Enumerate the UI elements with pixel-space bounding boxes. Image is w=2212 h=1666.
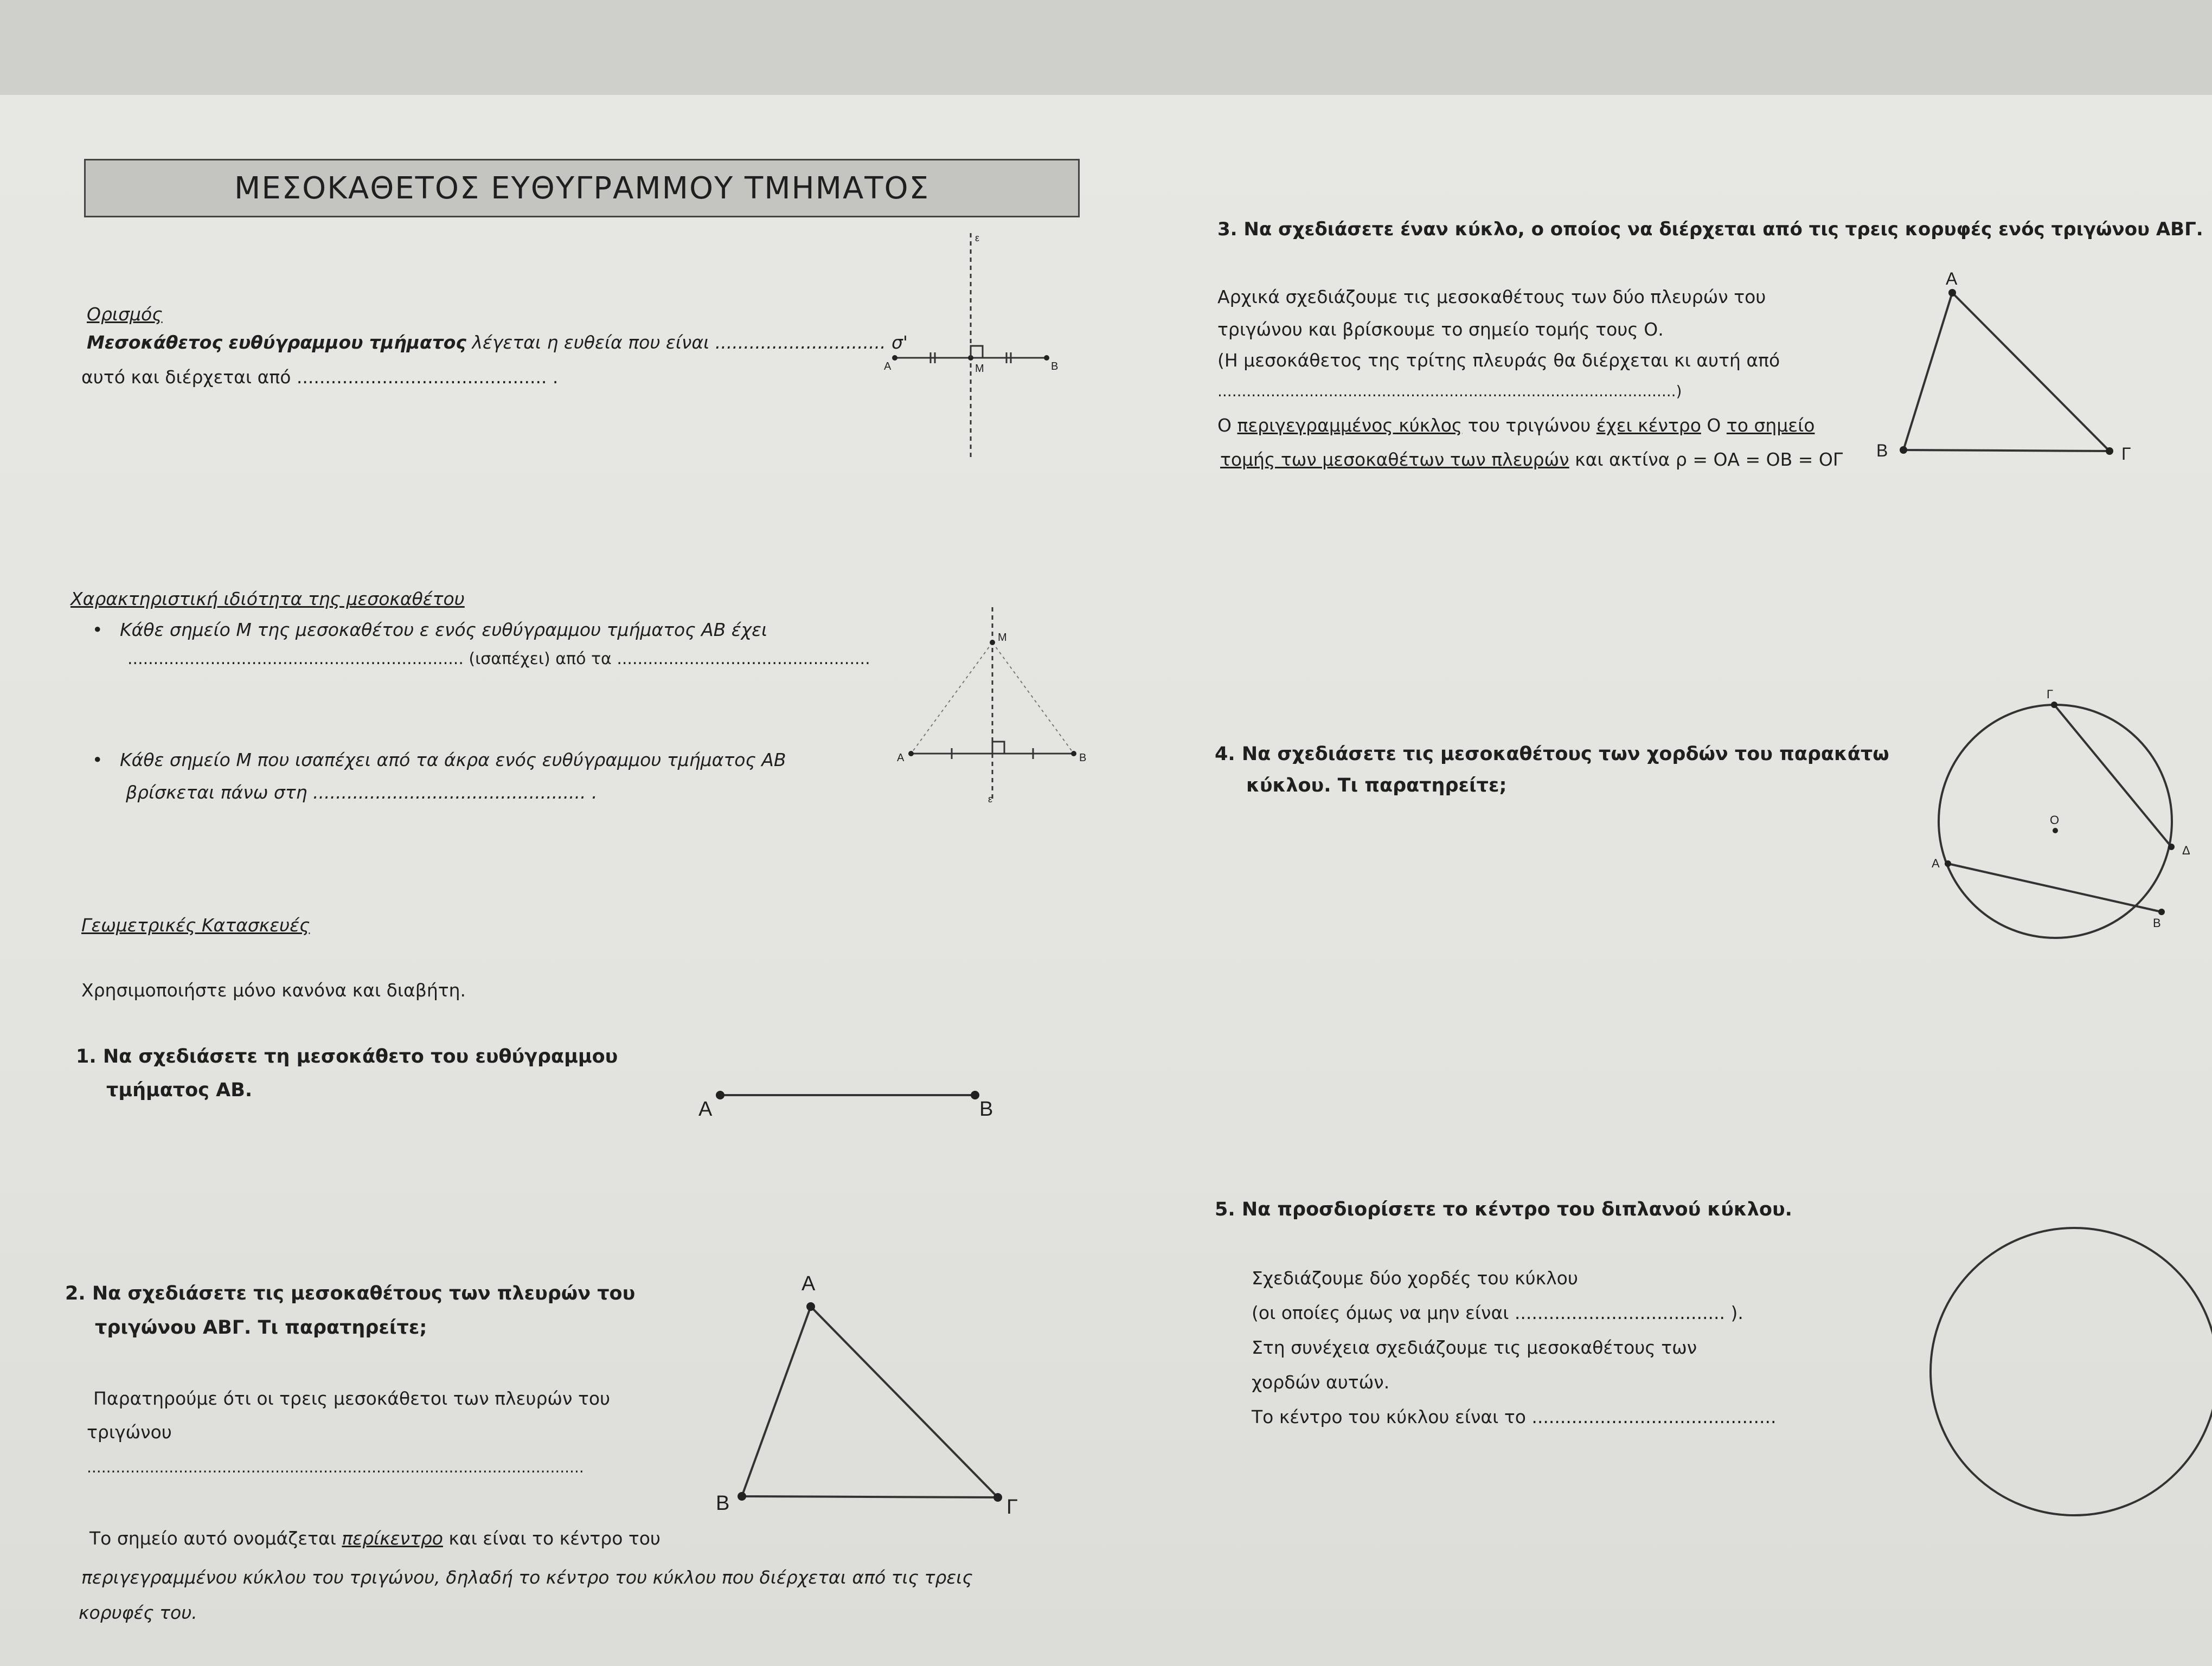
term-intersection: τομής των μεσοκαθέτων των πλευρών	[1220, 449, 1569, 470]
point-a	[716, 1091, 724, 1099]
point-m	[990, 640, 995, 645]
label-g: Γ	[2047, 687, 2054, 701]
right-angle-mark	[992, 742, 1004, 754]
equidistant-point-figure	[889, 602, 1095, 808]
label-b: Β	[979, 1098, 993, 1121]
label-b: Β	[1079, 752, 1087, 764]
question-2: 2. Να σχεδιάσετε τις μεσοκαθέτους των πλευρών του	[65, 1283, 636, 1304]
question-5-text-2: (οι οποίες όμως να μην είναι ..................................... ).	[1252, 1302, 1743, 1323]
label-o: Ο	[2050, 813, 2060, 827]
question-2-conclusion-2: περιγεγραμμένου κύκλου του τριγώνου, δηλαδή το κέντρο του κύκλου που διέρχεται από τις τρεις	[81, 1567, 973, 1588]
question-5: 5. Να προσδιορίσετε το κέντρο του διπλανού κύκλου.	[1215, 1199, 1792, 1220]
point-a	[1945, 860, 1951, 867]
question-3-text-5	[1217, 415, 1815, 436]
label-m: Μ	[998, 632, 1007, 644]
point-b	[1071, 751, 1076, 756]
segment-ab-figure	[689, 1079, 1014, 1128]
q3-text: του τριγώνου	[1462, 415, 1597, 436]
circle	[1931, 1228, 2212, 1515]
label-a: Α	[1946, 269, 1958, 288]
question-3: 3. Να σχεδιάσετε έναν κύκλο, ο οποίος να διέρχεται από τις τρεις κορυφές ενός τριγώνου ΑΒΓ.	[1217, 218, 2203, 240]
triangle-abg-small-figure	[1871, 260, 2153, 477]
question-3-text-3: (Η μεσοκάθετος της τρίτης πλευράς θα διέρχεται κι αυτή από	[1217, 350, 1780, 371]
question-2-conclusion-1	[89, 1528, 661, 1549]
label-b: Β	[1876, 441, 1888, 460]
constructions-heading: Γεωμετρικές Κατασκευές	[81, 915, 310, 936]
point-a	[806, 1302, 815, 1311]
label-b: Β	[716, 1492, 730, 1515]
constructions-note: Χρησιμοποιήστε μόνο κανόνα και διαβήτη.	[81, 980, 466, 1001]
property-bullet-1-line-2: ................................................................. (ισαπέχει) από τα .................................................	[127, 649, 870, 668]
point-b	[1900, 446, 1907, 454]
q3-text: Ο	[1701, 415, 1727, 436]
label-d: Δ	[2182, 844, 2190, 857]
label-m: Μ	[975, 363, 984, 375]
label-a: Α	[884, 361, 892, 372]
question-3-text-6	[1220, 449, 1843, 471]
triangle-abg	[1903, 293, 2110, 451]
label-b: Β	[2153, 916, 2161, 930]
definition-term: Μεσοκάθετος ευθύγραμμου τμήματος	[87, 332, 466, 353]
chord-gd	[2054, 705, 2171, 847]
question-5-text-4: χορδών αυτών.	[1252, 1372, 1390, 1393]
center-o	[2053, 828, 2058, 833]
q3-text: Ο	[1217, 415, 1238, 436]
question-5-text-3: Στη συνέχεια σχεδιάζουμε τις μεσοκαθέτους των	[1252, 1337, 1697, 1358]
question-5-text-1: Σχεδιάζουμε δύο χορδές του κύκλου	[1252, 1268, 1578, 1289]
point-b	[1044, 355, 1049, 361]
point-b	[738, 1492, 746, 1501]
triangle-abg	[742, 1307, 998, 1497]
term-point: το σημείο	[1726, 415, 1815, 436]
conclusion-text: Το σημείο αυτό ονομάζεται	[89, 1528, 342, 1549]
question-2-conclusion-3: κορυφές του.	[79, 1602, 197, 1623]
point-a	[1948, 289, 1956, 297]
question-4-line-2: κύκλου. Τι παρατηρείτε;	[1246, 775, 1507, 796]
property-bullet-1-text: Κάθε σημείο Μ της μεσοκαθέτου ε ενός ευθύγραμμου τμήματος ΑΒ έχει	[119, 619, 768, 640]
definition-heading: Ορισμός	[87, 304, 163, 325]
question-2-answer-line: .......................................................................................................	[87, 1458, 584, 1476]
point-b	[2158, 909, 2165, 915]
circle-chords-figure	[1920, 689, 2207, 960]
point-a	[908, 751, 914, 756]
definition-line-2: αυτό και διέρχεται από ............................................ .	[81, 366, 559, 388]
q3-text: και ακτίνα ρ = ΟΑ = ΟΒ = ΟΓ	[1569, 449, 1843, 470]
question-1-line-2: τμήματος ΑΒ.	[106, 1079, 253, 1101]
question-2-observation-1: Παρατηρούμε ότι οι τρεις μεσοκάθετοι των πλευρών του	[93, 1388, 611, 1409]
label-g: Γ	[2121, 444, 2131, 464]
point-a	[892, 355, 897, 361]
term-circumscribed-circle: περιγεγραμμένος κύκλος	[1237, 415, 1463, 436]
property-bullet-2-text: Κάθε σημείο Μ που ισαπέχει από τα άκρα ενός ευθύγραμμου τμήματος ΑΒ	[119, 749, 786, 770]
point-d	[2168, 844, 2175, 850]
term-circumcenter: περίκεντρο	[342, 1528, 443, 1549]
property-bullet-1: • Κάθε σημείο Μ της μεσοκαθέτου ε ενός ευθύγραμμου τμήματος ΑΒ έχει	[92, 619, 768, 640]
question-1: 1. Να σχεδιάσετε τη μεσοκάθετο του ευθύγραμμου	[76, 1046, 618, 1067]
question-4: 4. Να σχεδιάσετε τις μεσοκαθέτους των χορδών του παρακάτω	[1215, 743, 1889, 765]
question-5-text-5: Το κέντρο του κύκλου είναι το ...........................................	[1252, 1406, 1777, 1427]
circle-center-figure	[1898, 1209, 2212, 1545]
question-3-text-4: ...............................................................................................)	[1217, 382, 1682, 400]
label-b: Β	[1051, 361, 1059, 372]
label-a: Α	[698, 1098, 713, 1121]
question-2-observation-2: τριγώνου	[87, 1421, 172, 1443]
point-g	[2051, 702, 2057, 708]
term-center: έχει κέντρο	[1596, 415, 1701, 436]
label-a: Α	[897, 752, 905, 764]
label-e: ε	[988, 794, 993, 805]
segment-ma	[911, 642, 992, 754]
question-3-text-1: Αρχικά σχεδιάζουμε τις μεσοκαθέτους των δύο πλευρών του	[1217, 286, 1766, 307]
segment-mb	[992, 642, 1074, 754]
question-3-text-2: τριγώνου και βρίσκουμε το σημείο τομής τους Ο.	[1217, 319, 1664, 340]
question-2-line-2: τριγώνου ΑΒΓ. Τι παρατηρείτε;	[95, 1317, 427, 1339]
property-bullet-2: • Κάθε σημείο Μ που ισαπέχει από τα άκρα ενός ευθύγραμμου τμήματος ΑΒ	[92, 749, 786, 770]
point-b	[971, 1091, 979, 1099]
triangle-abg-figure	[700, 1263, 1036, 1523]
definition-line-1	[87, 332, 908, 353]
conclusion-text: και είναι το κέντρο του	[443, 1528, 661, 1549]
definition-text: λέγεται η ευθεία που είναι .............................. σ'	[466, 332, 908, 353]
label-g: Γ	[1006, 1496, 1018, 1519]
point-g	[993, 1493, 1002, 1502]
label-a: Α	[802, 1272, 816, 1295]
perpendicular-bisector-figure	[879, 222, 1074, 466]
chord-ab	[1948, 864, 2162, 912]
label-a: Α	[1932, 857, 1940, 870]
point-g	[2106, 447, 2113, 455]
property-bullet-2-line-2: βρίσκεται πάνω στη ................................................ .	[126, 782, 598, 803]
label-e: ε	[975, 233, 980, 243]
property-heading: Χαρακτηριστική ιδιότητα της μεσοκαθέτου	[70, 588, 465, 609]
page-title: ΜΕΣΟΚΑΘΕΤΟΣ ΕΥΘΥΓΡΑΜΜΟΥ ΤΜΗΜΑΤΟΣ	[84, 159, 1080, 217]
